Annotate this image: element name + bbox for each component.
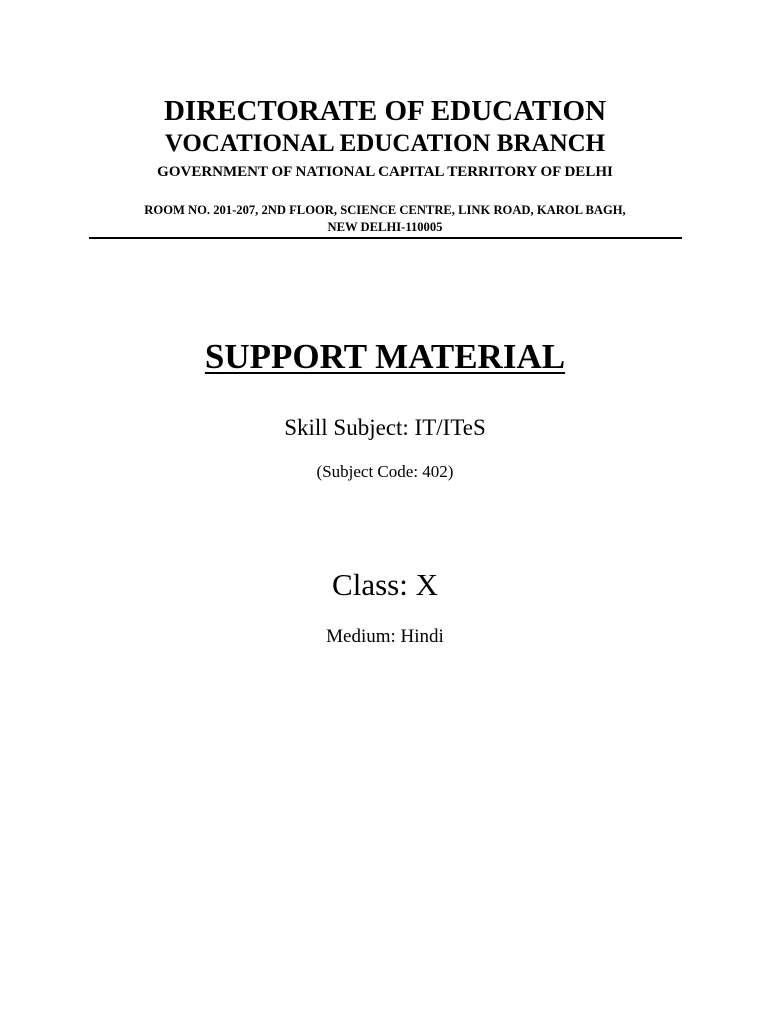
- address-line-2: NEW DELHI-110005: [327, 220, 443, 234]
- directorate-heading: DIRECTORATE OF EDUCATION: [163, 95, 607, 127]
- subject-code: (Subject Code: 402): [316, 462, 454, 481]
- address-line-1: ROOM NO. 201-207, 2ND FLOOR, SCIENCE CENTRE, LINK ROAD, KAROL BAGH,: [144, 203, 626, 217]
- branch-heading: VOCATIONAL EDUCATION BRANCH: [164, 130, 606, 157]
- document-title-text: SUPPORT MATERIAL: [204, 337, 566, 376]
- government-heading: GOVERNMENT OF NATIONAL CAPITAL TERRITORY OF DELHI: [157, 164, 613, 180]
- medium-label: Medium: Hindi: [326, 626, 444, 647]
- class-label: Class: X: [332, 567, 438, 602]
- document-title: [0, 336, 770, 378]
- header-divider: [89, 237, 682, 239]
- skill-subject: Skill Subject: IT/ITeS: [284, 415, 486, 440]
